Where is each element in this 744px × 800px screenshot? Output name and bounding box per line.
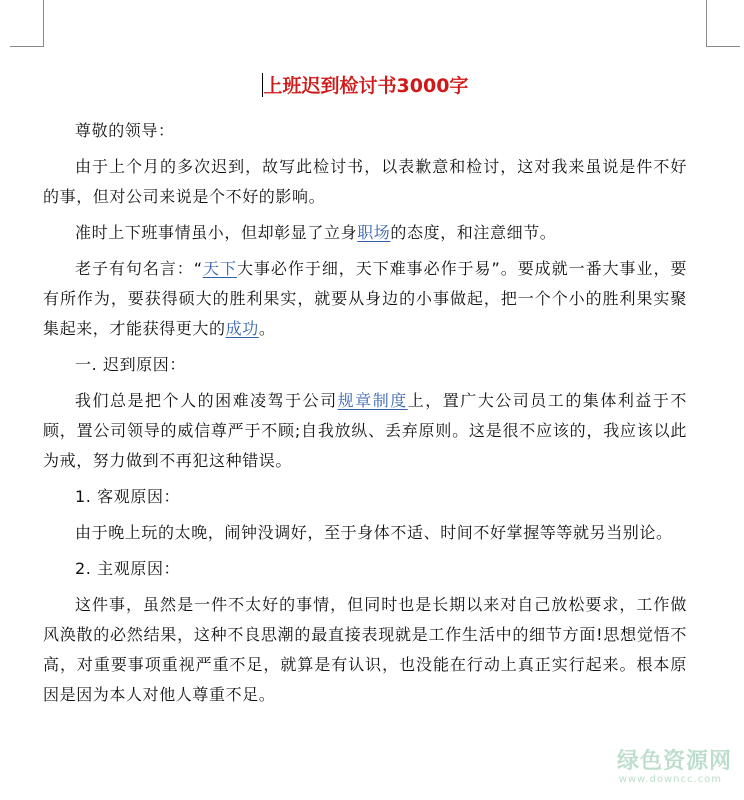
paragraph: [43, 386, 687, 476]
paragraph: [43, 482, 687, 512]
paragraph-text: 由于晚上玩的太晚，闹钟没调好，至于身体不适、时间不好掌握等等就另当别论。: [75, 523, 673, 542]
text-cursor: [262, 73, 263, 97]
document-page[interactable]: [43, 70, 687, 716]
paragraph: [43, 254, 687, 344]
paragraph-text: 。: [258, 319, 276, 338]
crop-mark-top-left-horizontal: [10, 46, 44, 47]
document-title-line[interactable]: [43, 70, 687, 102]
hyperlink[interactable]: 天下: [202, 259, 237, 278]
paragraph-text: 的态度，和注意细节。: [390, 223, 557, 242]
paragraph-text: 一. 迟到原因：: [75, 355, 186, 374]
paragraph-text: 大事必作于细，天下难事必作于易”。要成就一番大事业，要有所作为，要获得硕大的胜利果实，就要从身边的小事做起，把一个个小的胜利果实聚集起来，才能获得更大的: [43, 259, 688, 338]
paragraph-text: 我们总是把个人的困难凌驾于公司: [75, 391, 338, 410]
paragraph-text: 老子有句名言：“: [75, 259, 203, 278]
crop-mark-top-right-vertical: [706, 0, 707, 46]
paragraph-text: 上，置广大公司员工的集体利益于不顾，置公司领导的威信尊严于不顾;自我放纵、丢弃原则。这是很不应该的，我应该以此为戒，努力做到不再犯这种错误。: [43, 391, 687, 470]
document-body[interactable]: [43, 116, 687, 710]
watermark-logo: 绿色资源网: [616, 749, 732, 774]
paragraph-text: 尊敬的领导：: [75, 121, 175, 140]
hyperlink[interactable]: 成功: [225, 319, 259, 338]
hyperlink[interactable]: 职场: [357, 223, 391, 242]
paragraph-text: 1. 客观原因：: [75, 487, 181, 506]
paragraph-text: 由于上个月的多次迟到，故写此检讨书，以表歉意和检讨，这对我来虽说是件不好的事，但对公司来说是个不好的影响。: [43, 157, 687, 206]
document-title: 上班迟到检讨书3000字: [263, 75, 469, 97]
watermark-url: www.downcc.com: [618, 774, 722, 785]
paragraph: [43, 350, 687, 380]
paragraph: [43, 518, 687, 548]
paragraph: [43, 554, 687, 584]
paragraph: [43, 116, 687, 146]
paragraph: [43, 152, 687, 212]
crop-mark-top-left-vertical: [43, 0, 44, 46]
paragraph-text: 准时上下班事情虽小，但却彰显了立身: [75, 223, 358, 242]
crop-mark-top-right-horizontal: [706, 46, 740, 47]
paragraph: [43, 590, 687, 710]
watermark: [582, 744, 732, 792]
paragraph: [43, 218, 687, 248]
hyperlink[interactable]: 规章制度: [337, 391, 408, 410]
paragraph-text: 2. 主观原因：: [75, 559, 181, 578]
paragraph-text: 这件事，虽然是一件不太好的事情，但同时也是长期以来对自己放松要求，工作做风涣散的必然结果，这种不良思潮的最直接表现就是工作生活中的细节方面!思想觉悟不高，对重要事项重视严重不足，就算是有认识，也没能在行动上真正实行起来。根本原因是因为本人对他人尊重不足。: [43, 595, 687, 704]
